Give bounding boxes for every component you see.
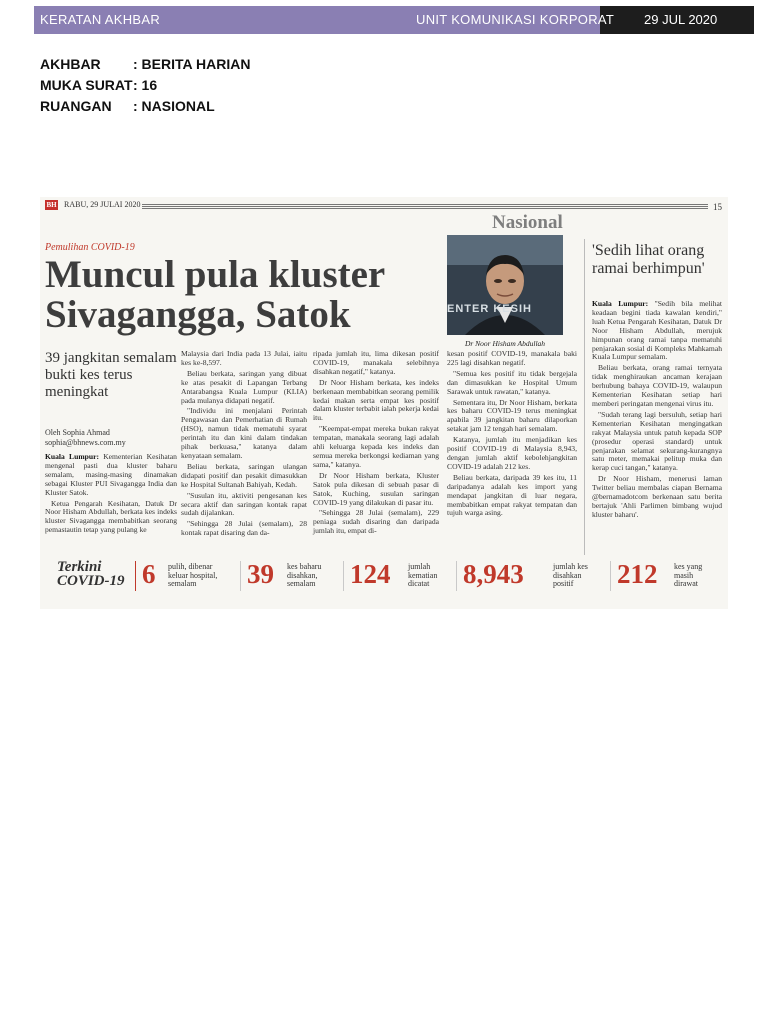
paragraph: "Keempat-empat mereka bukan rakyat tempatan, manakala seorang lagi adalah ahli keluarga kepada kes indeks dan semua mereka berkongsi kediaman yang sama," katanya. [313, 424, 439, 469]
article-column-1 [45, 453, 177, 537]
paragraph: Ketua Pengarah Kesihatan, Datuk Dr Noor Hisham Abdullah, berkata kes indeks kluster Sivagangga membabitkan seorang pemastautin tetap yang pulang ke [45, 498, 177, 535]
stats-title-line: COVID-19 [57, 573, 125, 589]
stat-label-line: disahkan [553, 570, 582, 580]
meta-value: : NASIONAL [133, 98, 215, 114]
meta-value: : BERITA HARIAN [133, 56, 251, 72]
paragraph [592, 300, 722, 362]
paragraph: "Sudah terang lagi bersuluh, setiap hari Kementerian Kesihatan mengingatkan rakyat Malaysia untuk patuh kepada SOP (prosedur operasi standard) untuk penjarakan selamat sekurang-kurangnya satu meter, memakai pelitup muka dan kerap cuci tangan," katanya. [592, 409, 722, 473]
stats-separator [240, 561, 241, 591]
kicker: Pemulihan COVID-19 [45, 242, 135, 253]
sidebar-column [592, 300, 722, 522]
stats-separator [343, 561, 344, 591]
headline: Muncul pula kluster Sivagangga, Satok [45, 253, 385, 336]
article-column-2 [181, 350, 307, 540]
clipping-meta [40, 54, 250, 117]
meta-row-section [40, 96, 250, 117]
clipping-header-bar [34, 6, 754, 38]
paragraph: Dr Noor Hisham, menerusi laman Twitter beliau membalas ciapan Bernama @bernamadotcom berkenaan satu berita bertajuk 'Ahli Parlimen bimbang wujud kluster baharu'. [592, 474, 722, 519]
photo-caption: Dr Noor Hisham Abdullah [464, 339, 546, 348]
stats-title-line: Terkini [57, 559, 102, 575]
sidebar-headline: 'Sedih lihat orang ramai berhimpun' [592, 242, 705, 277]
meta-value: : 16 [133, 77, 158, 93]
section-label: Nasional [486, 212, 569, 234]
meta-row-newspaper [40, 54, 250, 75]
dateline-text: RABU, 29 JULAI 2020 [64, 200, 141, 209]
byline [45, 428, 177, 448]
stat-new-cases-label [287, 563, 337, 589]
photo-backdrop-text: ENTER KESIH [447, 303, 532, 315]
paragraph [45, 453, 177, 498]
paragraph: Beliau berkata, orang ramai ternyata tidak menghiraukan ancaman kerajaan berhubung bahaya COVID-19, walaupun Kementerian Kesihatan setiap hari memberi peringatan mengenai virus itu. [592, 363, 722, 408]
stat-label-line: kes yang [674, 562, 703, 571]
stats-title [57, 560, 125, 588]
newspaper-clipping [40, 197, 728, 609]
stats-separator [135, 561, 136, 591]
stat-label-line: semalam [168, 579, 197, 588]
paragraph: Dr Noor Hisham berkata, kes indeks berkenaan membabitkan seorang pemilik kedai makan serta empat kes positif dalam kluster terbabit ialah pekerja kedai itu. [313, 377, 439, 423]
stat-total-cases-label [553, 563, 603, 589]
paragraph: ripada jumlah itu, lima dikesan positif COVID-19, manakala selebihnya disahkan negatif," katanya. [313, 349, 439, 376]
paragraph: "Sehingga 28 Julai (semalam), 28 kontak rapat disaring dan da- [181, 519, 307, 538]
paragraph: Dr Noor Hisham berkata, Kluster Satok pula dikesan di sebuah pasar di Satok, Kuching, susulan saringan COVID-19 yang dilakukan di pasar itu. [313, 470, 439, 507]
paragraph: Beliau berkata, saringan ulangan didapati positif dan pesakit dimasukkan ke Hospital Sultanah Bahiyah, Kedah. [181, 461, 307, 489]
paragraph: Katanya, jumlah itu menjadikan kes positif COVID-19 di Malaysia 8,943, dengan jumlah aktif kebolehjangkitan COVID-19 adalah 212 kes. [447, 435, 577, 471]
paragraph: kesan positif COVID-19, manakala baki 225 lagi disahkan negatif. [447, 349, 577, 367]
paragraph: "Individu ini menjalani Perintah Pengawasan dan Pemerhatian di Rumah (HSO), namun tidak mematuhi syarat perintah itu dan kini dalam tindakan pihak berkuasa," katanya dalam kenyataan semalam. [181, 406, 307, 460]
stat-label-line: masih [674, 570, 694, 580]
stat-label-line: kes baharu [287, 562, 322, 571]
stat-active-value: 212 [617, 559, 658, 589]
meta-key: RUANGAN [40, 98, 112, 114]
stat-recovered-value: 6 [142, 559, 156, 589]
paragraph-lead: Kuala Lumpur: [45, 452, 99, 461]
stat-label-line: jumlah kes [553, 562, 588, 571]
stat-label-line: dirawat [674, 579, 698, 588]
stat-label-line: positif [553, 579, 574, 588]
stat-new-cases-value: 39 [247, 559, 274, 589]
paragraph: Beliau berkata, saringan yang dibuat ke atas pesakit di Lapangan Terbang Antarabangsa Kuala Lumpur (KLIA) pada mulanya didapati negatif. [181, 368, 307, 405]
paragraph-text: Kementerian Kesihatan mengenal pasti dua kluster baharu semalam, masing-masing dinamakan sebagai Kluster PUI Sivagangga India dan Kluster Satok. [45, 452, 177, 497]
byline-email: sophia@bhnews.com.my [45, 438, 126, 447]
dateline-hatch-rule [142, 203, 708, 209]
deck: 39 jangkitan semalam bukti kes terus meningkat [45, 350, 177, 400]
portrait-photo [447, 235, 563, 335]
paragraph-lead: Kuala Lumpur: [592, 299, 649, 308]
header-left-label: KERATAN AKHBAR [40, 12, 161, 27]
covid-stats-bar [40, 557, 728, 597]
stat-label-line: kematian [408, 570, 438, 580]
paragraph: "Semua kes positif itu tidak bergejala dan dimasukkan ke Hospital Umum Sarawak untuk rawatan," katanya. [447, 368, 577, 396]
stats-separator [610, 561, 611, 591]
dateline [45, 200, 140, 210]
portrait-illustration [447, 235, 563, 335]
stat-recovered-label [168, 563, 242, 589]
stat-label-line: jumlah [408, 562, 431, 571]
paragraph-text: "Sedih bila melihat keadaan begini tiada kawalan kendiri," luah Ketua Pengarah Kesihatan, Datuk Dr Noor Hisham Abdullah, merujuk himpunan orang ramai tanpa mematuhi penjarakan sosial di Kompleks Mahkamah Kuala Lumpur semalam. [592, 299, 722, 362]
bh-logo: BH [46, 201, 57, 210]
meta-key: AKHBAR [40, 56, 101, 72]
article-column-4 [447, 350, 577, 520]
article-column-3 [313, 350, 439, 538]
sidebar-divider [584, 239, 585, 555]
stat-deaths-label [408, 563, 452, 589]
stat-label-line: pulih, dibenar [168, 562, 213, 571]
stat-label-line: semalam [287, 579, 316, 588]
stat-active-label [674, 563, 722, 589]
header-date: 29 JUL 2020 [644, 12, 718, 27]
stat-label-line: keluar hospital, [168, 570, 218, 580]
paragraph: "Susulan itu, aktiviti pengesanan kes secara aktif dan saringan kontak rapat sudah dijalankan. [181, 490, 307, 518]
meta-row-page [40, 75, 250, 96]
stats-separator [456, 561, 457, 591]
stat-label-line: dicatat [408, 579, 430, 588]
paragraph: Sementara itu, Dr Noor Hisham, berkata kes baharu COVID-19 terus meningkat apabila 39 jangkitan baharu dilaporkan setakat jam 12 tengah hari semalam. [447, 397, 577, 434]
paragraph: Malaysia dari India pada 13 Julai, iaitu kes ke-8,597. [181, 349, 307, 367]
paragraph: "Sehingga 28 Julai (semalam), 229 peniaga sudah disaring dan daripada jumlah itu, empat di- [313, 508, 439, 536]
byline-author: Oleh Sophia Ahmad [45, 428, 110, 437]
paragraph: Beliau berkata, daripada 39 kes itu, 11 daripadanya adalah kes import yang mendapat jangkitan di luar negara, membabitkan empat rakyat tempatan dan tujuh warga asing. [447, 472, 577, 518]
stat-label-line: disahkan, [287, 570, 318, 580]
header-center-label: UNIT KOMUNIKASI KORPORAT [416, 12, 615, 27]
stat-total-cases-value: 8,943 [463, 559, 524, 589]
meta-key: MUKA SURAT [40, 77, 133, 93]
page-number: 15 [713, 202, 722, 212]
stat-deaths-value: 124 [350, 559, 391, 589]
